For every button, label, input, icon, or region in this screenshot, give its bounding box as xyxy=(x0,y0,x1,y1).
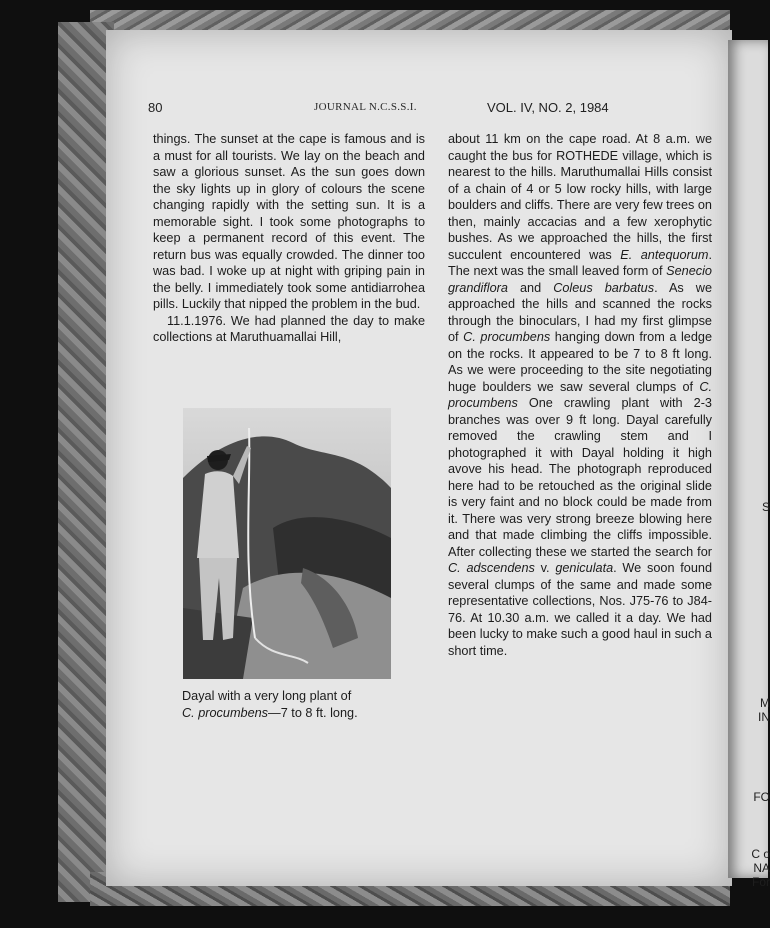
paragraph-dated-entry: 11.1.1976. We had planned the day to make collections at Maruthuamallai Hill, xyxy=(153,313,425,344)
page-number: 80 xyxy=(148,100,163,115)
paragraph xyxy=(448,131,712,659)
text-run: One crawling plant with 2-3 branches was over 9 ft long. Dayal carefully removed the crawling stem and I photographed it with Dayal holding it high avove his head. The photograph reproduced here had to be retouched as the original slide is very faint and no block could be made from it. There was very strong breeze blowing here and that made climbing the cliffs impossible. After collecting these we started the search for xyxy=(448,396,712,559)
facing-page-fragment: IN xyxy=(758,710,770,724)
species-name: C. adscendens xyxy=(448,561,535,575)
facing-page-fragment: For xyxy=(752,875,770,889)
species-name: Senecio grandiflora xyxy=(448,264,712,295)
photo-illustration xyxy=(183,408,391,679)
species-name: E. antequorum xyxy=(620,247,709,262)
species-name: C. procumbens xyxy=(463,330,551,344)
paragraph: things. The sunset at the cape is famous and is a must for all tourists. We lay on the beach and saw a glorious sunset. As the sun goes down the sky lights up in glory of colours the scene changing rapidly with the setting sun. It is a memorable sight. I took some photographs to keep a permanent record of this event. The return bus was equally crowded. The dinner too was bad. I woke up at night with griping pain in the belly. I immediately took some antidiarrohea pills. Luckily that nipped the problem in the bud. xyxy=(153,132,425,311)
caption-length: —7 to 8 ft. long. xyxy=(268,705,358,720)
caption-line xyxy=(182,705,422,722)
caption-species: C. procumbens xyxy=(182,705,269,720)
facing-page-fragment: FO xyxy=(753,790,770,804)
text-run: hanging down from a ledge on the rocks. It appeared to be 7 to 8 ft long. As we were proceeding to the site negotiating huge boulders we saw several clumps of xyxy=(448,330,713,394)
field-photograph xyxy=(183,408,391,679)
left-column xyxy=(153,131,425,346)
facing-page-fragment: M xyxy=(760,696,770,710)
text-run: about 11 km on the cape road. At 8 a.m. we caught the bus for ROTHEDE village, which is nearest to the hills. Maruthumallai Hills consist of a chain of 4 or 5 low rocky hills, with large boulders and cliffs. There are very few trees on then, mainly accacias and a few xerophytic bushes. As we approached the hills, the first succulent encountered was xyxy=(448,132,712,262)
species-name: Coleus barbatus xyxy=(553,280,655,295)
text-run: . As we approached the hills and scanned the rocks through the binoculars, I had my first glimpse of xyxy=(448,280,712,344)
text-run: . The next was the small leaved form of xyxy=(448,247,712,278)
species-name: geniculata xyxy=(555,561,614,575)
right-column xyxy=(448,131,712,659)
running-header xyxy=(148,100,708,118)
facing-page-fragment: NA xyxy=(753,861,770,875)
facing-page xyxy=(728,40,770,889)
text-run: and xyxy=(507,280,554,295)
photo-caption xyxy=(182,688,422,721)
facing-page-fragment: S xyxy=(761,500,770,514)
text-run: v. xyxy=(534,561,556,575)
caption-line: Dayal with a very long plant of xyxy=(182,689,352,703)
issue-info: VOL. IV, NO. 2, 1984 xyxy=(487,100,609,115)
journal-title: JOURNAL N.C.S.S.I. xyxy=(314,101,417,113)
text-run: . We soon found several clumps of the same and made some representative collections, Nos. J75-76 to J84-76. At 10.30 a.m. we called it a day. We had been lucky to make such a good haul in such a short time. xyxy=(448,561,712,658)
species-name: C. procumbens xyxy=(448,379,712,410)
facing-page-fragment: C o xyxy=(751,847,770,861)
